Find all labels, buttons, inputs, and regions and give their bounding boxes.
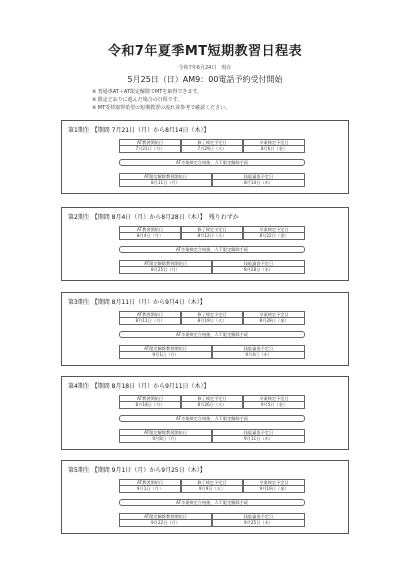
- gentei-col: [119, 513, 212, 527]
- value-cell: 9月8日（月）: [119, 436, 212, 443]
- at-start-col: [119, 479, 181, 493]
- header-cell: AT限定解除教習開始日: [119, 173, 212, 180]
- gino-col: [212, 173, 305, 187]
- gino-col: [212, 260, 305, 274]
- at-schedule-table: [119, 479, 305, 493]
- value-cell: 9月11日（木）: [212, 436, 305, 443]
- header-cell: 修了検定予定日: [181, 311, 243, 318]
- sotsu-col: [243, 139, 305, 153]
- note-item: ※ MT受持取得希望の短期教習の流れ並参考で確認ください。: [92, 105, 231, 111]
- value-cell: 8月4日（月）: [119, 233, 181, 240]
- value-cell: 8月25日（月）: [119, 267, 212, 274]
- header-cell: AT限定解除教習開始日: [119, 429, 212, 436]
- value-cell: 8月19日（火）: [181, 318, 243, 325]
- value-cell: 9月9日（火）: [181, 486, 243, 493]
- gino-col: [212, 345, 305, 359]
- header-cell: 卒業検定予定日: [243, 226, 305, 233]
- header-cell: 修了検定予定日: [181, 226, 243, 233]
- as-of-date: 令和7年6月24日 現在: [178, 65, 232, 71]
- gino-col: [212, 429, 305, 443]
- header-cell: AT教習開始日: [119, 479, 181, 486]
- header-cell: 技能審査予定日: [212, 345, 305, 352]
- header-cell: 技能審査予定日: [212, 513, 305, 520]
- kari-col: [181, 311, 243, 325]
- notes-list: [92, 88, 230, 112]
- value-cell: 9月1日（月）: [119, 486, 181, 493]
- session-heading: 第2期生 【期間 8月4日（月）から8月28日（木）】 残りわずか: [68, 214, 239, 221]
- gentei-col: [119, 429, 212, 443]
- session-heading: 第4期生 【期間 8月18日（月）から9月11日（木）】: [68, 383, 210, 390]
- procedure-note: AT卒業検定合格後、ＡＴ限定解除手続: [119, 499, 305, 506]
- value-cell: 9月4日（木）: [212, 352, 305, 359]
- at-schedule-table: [119, 226, 305, 240]
- note-item: ※ 普通車AT＋AT限定解除でMTを取得できます。: [92, 89, 202, 95]
- at-start-col: [119, 395, 181, 409]
- gentei-col: [119, 173, 212, 187]
- at-start-col: [119, 139, 181, 153]
- sotsu-col: [243, 226, 305, 240]
- sotsu-col: [243, 479, 305, 493]
- header-cell: AT教習開始日: [119, 139, 181, 146]
- session-block: [61, 120, 349, 194]
- value-cell: 8月6日（金）: [243, 146, 305, 153]
- at-start-col: [119, 311, 181, 325]
- reservation-start-notice: 5月25日（日）AM9：00電話予約受付開始: [127, 75, 283, 84]
- gentei-schedule-table: [119, 429, 305, 443]
- note-item: ※ 限定どおりに進んだ場合の日程です。: [92, 97, 183, 103]
- gino-col: [212, 513, 305, 527]
- header-cell: 修了検定予定日: [181, 139, 243, 146]
- value-cell: 7月29日（火）: [181, 146, 243, 153]
- value-cell: 8月14日（木）: [212, 180, 305, 187]
- header-cell: 修了検定予定日: [181, 395, 243, 402]
- session-heading: 第3期生 【期間 8月11日（月）から9月4日（木）】: [68, 299, 206, 306]
- header-cell: 修了検定予定日: [181, 479, 243, 486]
- value-cell: 8月12日（火）: [181, 233, 243, 240]
- at-schedule-table: [119, 311, 305, 325]
- value-cell: 8月18日（月）: [119, 402, 181, 409]
- value-cell: 8月22日（金）: [243, 233, 305, 240]
- session-block: [61, 292, 349, 366]
- value-cell: 9月5日（金）: [243, 402, 305, 409]
- header-cell: AT教習開始日: [119, 311, 181, 318]
- procedure-note: AT卒業検定合格後、ＡＴ限定解除手続: [119, 246, 305, 253]
- value-cell: 9月19日（金）: [243, 486, 305, 493]
- gentei-schedule-table: [119, 173, 305, 187]
- gentei-schedule-table: [119, 260, 305, 274]
- procedure-note: AT卒業検定合格後、ＡＴ限定解除手続: [119, 415, 305, 422]
- header-cell: 技能審査予定日: [212, 429, 305, 436]
- kari-col: [181, 479, 243, 493]
- gentei-col: [119, 260, 212, 274]
- header-cell: 卒業検定予定日: [243, 479, 305, 486]
- header-cell: AT限定解除教習開始日: [119, 513, 212, 520]
- value-cell: 8月11日（月）: [119, 318, 181, 325]
- header-cell: AT限定解除教習開始日: [119, 260, 212, 267]
- value-cell: 8月11日（月）: [119, 180, 212, 187]
- header-cell: AT限定解除教習開始日: [119, 345, 212, 352]
- kari-col: [181, 139, 243, 153]
- header-cell: 卒業検定予定日: [243, 139, 305, 146]
- value-cell: 9月1日（月）: [119, 352, 212, 359]
- value-cell: 9月22日（月）: [119, 520, 212, 527]
- gentei-col: [119, 345, 212, 359]
- value-cell: 7月21日（月）: [119, 146, 181, 153]
- header-cell: AT教習開始日: [119, 226, 181, 233]
- kari-col: [181, 395, 243, 409]
- gentei-schedule-table: [119, 513, 305, 527]
- value-cell: 8月29日（金）: [243, 318, 305, 325]
- session-heading: 第5期生 【期間 9月1日（月）から9月25日（木）】: [68, 467, 206, 474]
- header-cell: 技能審査予定日: [212, 260, 305, 267]
- procedure-note: AT卒業検定合格後、ＡＴ限定解除手続: [119, 331, 305, 338]
- value-cell: 9月25日（木）: [212, 520, 305, 527]
- value-cell: 8月26日（火）: [181, 402, 243, 409]
- session-block: [61, 460, 349, 534]
- header-cell: AT教習開始日: [119, 395, 181, 402]
- at-schedule-table: [119, 139, 305, 153]
- session-block: [61, 376, 349, 450]
- header-cell: 技能審査予定日: [212, 173, 305, 180]
- procedure-note: AT卒業検定合格後、ＡＴ限定解除手続: [119, 159, 305, 166]
- value-cell: 8月28日（木）: [212, 267, 305, 274]
- kari-col: [181, 226, 243, 240]
- session-heading: 第1期生 【期間 7月21日（月）から8月14日（木）】: [68, 127, 210, 134]
- header-cell: 卒業検定予定日: [243, 311, 305, 318]
- session-block: [61, 207, 349, 281]
- at-start-col: [119, 226, 181, 240]
- header-cell: 卒業検定予定日: [243, 395, 305, 402]
- gentei-schedule-table: [119, 345, 305, 359]
- sotsu-col: [243, 395, 305, 409]
- page-title: 令和7年夏季MT短期教習日程表: [107, 44, 303, 59]
- at-schedule-table: [119, 395, 305, 409]
- sotsu-col: [243, 311, 305, 325]
